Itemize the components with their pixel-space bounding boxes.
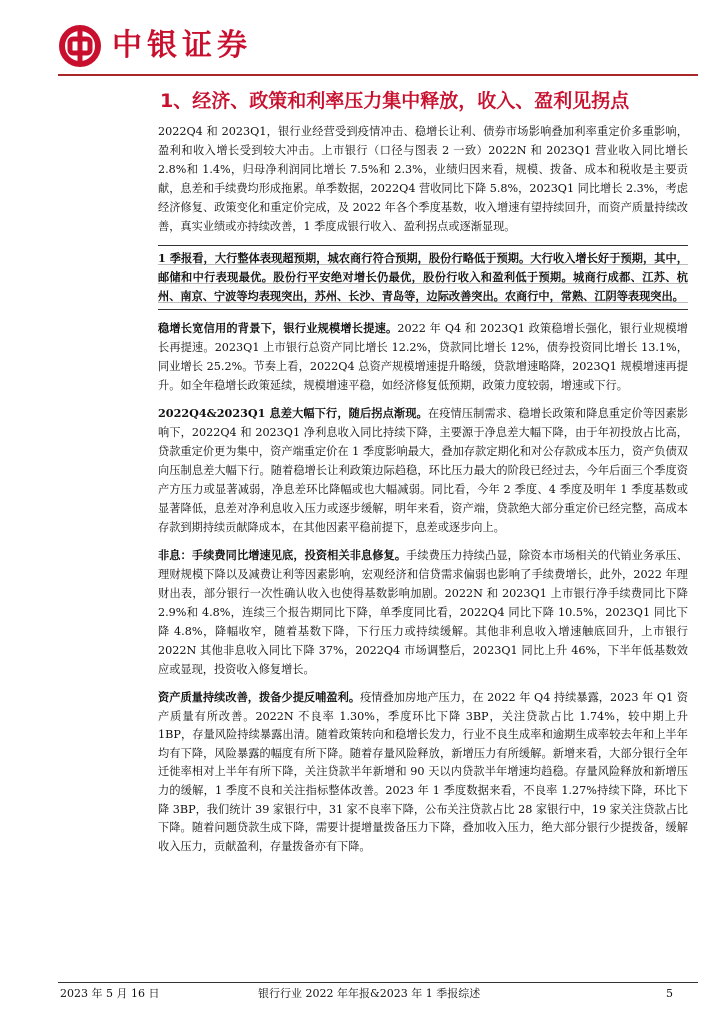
scale-growth-lead: 稳增长宽信用的背景下，银行业规模增长提速。 <box>158 321 398 335</box>
asset-quality-text: 疫情叠加房地产压力，在 2022 年 Q4 持续暴露，2023 年 Q1 资产质量有所改善。2022N 不良率 1.30%，季度环比下降 3BP，关注贷款占比 1.74%，较中期上升 1BP，存量风险持续暴露出清。随着政策转向和稳增长发力，行业不良生成率和逾期生成率较去年和上半年均有下降，风险暴露的幅度有所下降。随着存量风险释放，新增压力有所缓解。新增来看，大部分银行全年迁徙率相对上半年有所下降，关注贷款半年新增和 90 天以内贷款半年增速均趋稳。存量风险释放和新增压力的缓解，1 季度不良和关注指标整体改善。2023 年 1 季度数据来看，不良率 1.27%持续下降，环比下降 3BP，我们统计 39 家银行中，31 家不良率下降，公布关注贷款占比 28 家银行中，19 家关注贷款占比下降。随着问题贷款生成下降，需要计提增量拨备压力下降，叠加收入压力，绝大部分银行少提拨备，缓解收入压力，贡献盈利，存量拨备亦有下降。 <box>158 691 688 853</box>
net-interest-margin-paragraph <box>158 404 688 537</box>
non-interest-income-text: 手续费压力持续凸显，除资本市场相关的代销业务承压、理财规模下降以及减费让利等因素影响，宏观经济和信贷需求偏弱也影响了手续费增长，此外，2022 年理财出表，部分银行一次性确认收入也使得基数影响加剧。2022N 和 2023Q1 上市银行净手续费同比下降 2.9%和 4.8%，连续三个报告期同比下降，单季度同比看，2022Q4 同比下降 10.5%，2023Q1 同比下降 4.8%，降幅收窄，随着基数下降，下行压力或持续缓解。其他非利息收入增速触底回升，上市银行 2022N 其他非息收入同比下降 37%，2022Q4 市场调整后，2023Q1 同比上升 46%，下半年低基数效应或显现，投资收入修复增长。 <box>158 549 688 676</box>
scale-growth-paragraph <box>158 319 688 395</box>
asset-quality-paragraph <box>158 688 688 856</box>
net-interest-margin-lead: 2022Q4&2023Q1 息差大幅下行，随后拐点渐现。 <box>158 406 428 420</box>
report-body <box>158 122 688 865</box>
section-title: 1、经济、政策和利率压力集中释放，收入、盈利见拐点 <box>160 90 630 112</box>
asset-quality-lead: 资产质量持续改善，拨备少提反哺盈利。 <box>158 690 361 704</box>
footer-report-title: 银行行业 2022 年年报&2023 年 1 季报综述 <box>258 987 481 1000</box>
header <box>58 20 698 78</box>
intro-paragraph: 2022Q4 和 2023Q1，银行业经营受到疫情冲击、稳增长让利、债券市场影响叠加利率重定价多重影响，盈利和收入增长受到较大冲击。上市银行（口径与图表 2 一致）2022N 和 2023Q1 营业收入同比增长 2.8%和 1.4%，归母净利润同比增长 7.5%和 2.3%，业绩归因来看，规模、拨备、成本和税收是主要贡献，息差和手续费均形成拖累。单季数据，2022Q4 营收同比下降 5.8%，2023Q1 同比增长 2.3%，考虑经济修复、政策变化和重定价完成，及 2022 年各个季度基数，收入增速有望持续回升，而资产质量持续改善，真实业绩或亦持续改善，1 季度成银行收入、盈利拐点或逐渐显现。 <box>158 125 688 233</box>
brand-name: 中银证券 <box>112 28 252 63</box>
net-interest-margin-text: 在疫情压制需求、稳增长政策和降息重定价等因素影响下，2022Q4 和 2023Q1 净利息收入同比持续下降，主要源于净息差大幅下降，由于年初投放占比高，贷款重定价更为集中，资产端重定价在 1 季度影响最大，叠加存款定期化和对公存款成本压力，资产负债双向压制息差大幅下行。随着稳增长让利政策边际趋稳，环比压力最大的阶段已经过去，今年后面三个季度资产方压力或显著减弱，净息差环比降幅或也大幅减弱。同比看，今年 2 季度、4 季度及明年 1 季度基数或显著降低，息差对净利息收入压力或逐步缓解，明年来看，资产端，贷款绝大部分重定价已经完整，高成本存款到期持续贡献降成本，在其他因素平稳前提下，息差或逐步向上。 <box>158 407 688 534</box>
non-interest-income-paragraph <box>158 546 688 679</box>
scale-growth-text: 2022 年 Q4 和 2023Q1 政策稳增长强化，银行业规模增长再提速。2023Q1 上市银行总资产同比增长 12.2%，贷款同比增长 12%，债券投资同比增长 13.1%，同业增长 25.2%。节奏上看，2022Q4 总资产规模增速提升略缓，贷款增速略降，2023Q1 规模增速再提升。如全年稳增长政策延续，规模增速平稳，如经济修复低预期，政策力度较弱，增速或下行。 <box>158 322 688 392</box>
footer-divider <box>58 982 698 983</box>
bank-of-china-logo-icon <box>58 24 102 68</box>
non-interest-income-lead: 非息：手续费同比增速见底，投资相关非息修复。 <box>158 548 407 562</box>
header-divider <box>58 74 698 76</box>
footer-date: 2023 年 5 月 16 日 <box>60 987 160 1000</box>
page-number: 5 <box>666 987 673 1000</box>
highlight-box: 1 季报看，大行整体表现超预期，城农商行符合预期，股份行略低于预期。大行收入增长好于预期，其中，邮储和中行表现最优。股份行平安绝对增长仍最优，股份行收入和盈利低于预期。城商行成都、江苏、杭州、南京、宁波等均表现突出，苏州、长沙、青岛等，边际改善突出。农商行中，常熟、江阴等表现突出。 <box>158 245 688 310</box>
